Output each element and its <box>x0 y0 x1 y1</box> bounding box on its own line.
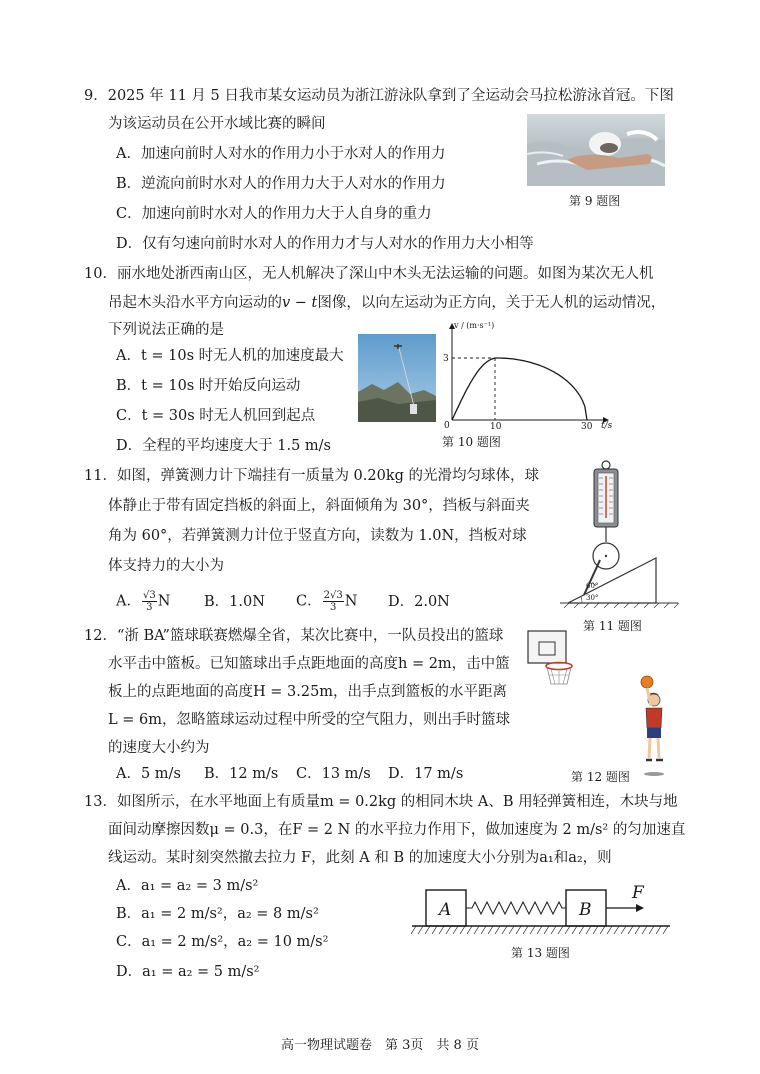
q11-option-a-fraction <box>142 590 157 613</box>
swimmer-photo <box>527 114 665 186</box>
q10-stem-line3: 下列说法正确的是 <box>108 322 224 338</box>
ground-hatch <box>600 926 605 934</box>
q10-option-d: D．全程的平均速度大于 1.5 m/s <box>116 438 331 454</box>
x-tick-10: 10 <box>490 422 502 432</box>
q13-option-b: B．a₁ = 2 m/s²，a₂ = 8 m/s² <box>116 906 319 922</box>
q11-stem-line3: 角为 60°，若弹簧测力计位于竖直方向，读数为 1.0N，挡板对球 <box>108 528 527 544</box>
ground-hatch <box>481 926 486 934</box>
ground-hatch <box>544 926 549 934</box>
q11-figure-caption: 第 11 题图 <box>583 619 642 633</box>
ground-hatch <box>579 926 584 934</box>
q10-option-c: C．t = 30s 时无人机回到起点 <box>116 408 316 424</box>
q11-option-b: B．1.0N <box>204 594 265 610</box>
q9-stem-line1: 9．2025 年 11 月 5 日我市某女运动员为浙江游泳队拿到了全运动会马拉松游泳首冠。下图 <box>84 88 674 104</box>
ground-hatch <box>502 926 507 934</box>
ground-hatch <box>607 926 612 934</box>
block-a-label: A <box>439 900 452 920</box>
ground-hatch <box>572 926 577 934</box>
q10-option-b: B．t = 10s 时开始反向运动 <box>116 378 301 394</box>
drone-photo <box>358 334 436 422</box>
q13-figure-caption: 第 13 题图 <box>511 946 570 960</box>
basketball-illustration <box>525 628 675 778</box>
q13-stem-line3: 线运动。某时刻突然撤去拉力 F，此刻 A 和 B 的加速度大小分别为a₁和a₂，则 <box>108 850 612 866</box>
q11-option-c <box>296 590 357 613</box>
q11-option-a-label: A． <box>116 593 141 610</box>
ground-hatch <box>565 926 570 934</box>
q12-stem-line3: 板上的点距地面的高度H = 3.25m，出手点到篮板的水平距离 <box>108 684 508 700</box>
q12-stem-line2: 水平击中篮板。已知篮球出手点距地面的高度h = 2m，击中篮 <box>108 656 510 672</box>
backboard <box>528 631 566 663</box>
q11-stem-line1: 11．如图，弹簧测力计下端挂有一质量为 0.20kg 的光滑均匀球体，球 <box>84 468 540 484</box>
q12-option-c: C．13 m/s <box>296 766 371 782</box>
origin-label: 0 <box>444 421 450 431</box>
q11-option-a-unit: N <box>157 593 171 610</box>
q12-figure-caption: 第 12 题图 <box>571 770 630 784</box>
q10-stem-line2-a: 吊起木头沿水平方向运动的 <box>108 295 282 311</box>
q13-option-c: C．a₁ = 2 m/s²，a₂ = 10 m/s² <box>116 934 329 950</box>
spring-scale-incline-diagram <box>560 460 680 610</box>
ground-hatch <box>621 926 626 934</box>
ground-hatch <box>425 926 430 934</box>
vt-graph <box>440 318 620 434</box>
ground-hatch <box>474 926 479 934</box>
blocks-spring-diagram <box>408 880 674 942</box>
ground-hatch <box>628 926 633 934</box>
q13-stem-line2: 面间动摩擦因数μ = 0.3，在F = 2 N 的水平拉力作用下，做加速度为 2 m/s² 的匀加速直 <box>108 822 686 838</box>
angle-30: 30° <box>586 594 599 602</box>
vt-curve <box>452 358 587 420</box>
ground-hatch <box>649 926 654 934</box>
q9-stem-line2: 为该运动员在公开水域比赛的瞬间 <box>108 116 326 132</box>
ground-hatch <box>439 926 444 934</box>
ground-hatch <box>432 926 437 934</box>
q12-option-a: A．5 m/s <box>116 766 181 782</box>
ground-hatch <box>551 926 556 934</box>
q11-option-a-numerator: √3 <box>142 590 156 601</box>
q9-option-b: B．逆流向前时水对人的作用力大于人对水的作用力 <box>116 176 446 192</box>
ground-hatch <box>586 926 591 934</box>
x-axis-label: t/s <box>601 421 613 431</box>
ground-hatch <box>642 926 647 934</box>
q10-option-a: A．t = 10s 时无人机的加速度最大 <box>116 348 344 364</box>
q9-option-a: A．加速向前时人对水的作用力小于水对人的作用力 <box>116 146 446 162</box>
q12-stem-line5: 的速度大小约为 <box>108 740 210 756</box>
ground-hatch <box>509 926 514 934</box>
ground-hatch <box>411 926 416 934</box>
ground-hatch <box>635 926 640 934</box>
ground-hatch <box>453 926 458 934</box>
q11-stem-line2: 体静止于带有固定挡板的斜面上，斜面倾角为 30°，挡板与斜面夹 <box>108 498 530 514</box>
ground-hatch <box>495 926 500 934</box>
q12-option-b: B．12 m/s <box>204 766 279 782</box>
ground-hatch <box>516 926 521 934</box>
q10-stem-line1: 10．丽水地处浙西南山区，无人机解决了深山中木头无法运输的问题。如图为某次无人机 <box>84 266 654 282</box>
q11-option-c-label: C． <box>296 593 322 610</box>
q11-option-c-numerator: 2√3 <box>323 590 343 601</box>
q12-stem-line1: 12．“浙 BA”篮球联赛燃爆全省，某次比赛中，一队员投出的篮球 <box>84 628 504 644</box>
q11-option-c-unit: N <box>344 593 358 610</box>
player-jersey <box>646 708 662 728</box>
y-tick-3: 3 <box>443 354 449 364</box>
q11-option-c-denominator: 3 <box>329 602 337 613</box>
q10-figure-caption: 第 10 题图 <box>442 435 501 449</box>
q13-option-a: A．a₁ = a₂ = 3 m/s² <box>116 878 259 894</box>
ground-hatch <box>614 926 619 934</box>
basketball <box>641 676 653 688</box>
q12-option-d: D．17 m/s <box>388 766 464 782</box>
ground-hatch <box>593 926 598 934</box>
spring <box>466 902 566 914</box>
ground-hatch <box>530 926 535 934</box>
q9-option-c: C．加速向前时水对人的作用力大于人自身的重力 <box>116 206 432 222</box>
ground-hatch <box>558 926 563 934</box>
player-shorts <box>647 728 661 738</box>
ground-hatch <box>418 926 423 934</box>
force-label: F <box>632 883 644 903</box>
ground-hatch <box>537 926 542 934</box>
ground-hatch <box>656 926 661 934</box>
q9-figure-caption: 第 9 题图 <box>569 194 621 208</box>
ground-hatch <box>523 926 528 934</box>
x-tick-30: 30 <box>581 422 593 432</box>
q9-option-d: D．仅有匀速向前时水对人的作用力才与人对水的作用力大小相等 <box>116 236 534 252</box>
block-b-label: B <box>579 900 592 920</box>
q10-stem-line2 <box>108 293 665 313</box>
angle-60: 60° <box>586 582 599 590</box>
y-axis-label: v / (m·s⁻¹) <box>454 321 495 330</box>
q11-option-a <box>116 590 170 613</box>
q12-stem-line4: L = 6m，忽略篮球运动过程中所受的空气阻力，则出手时篮球 <box>108 712 510 728</box>
page-footer: 高一物理试题卷 第 3页 共 8 页 <box>281 1038 479 1053</box>
q13-stem-line1: 13．如图所示，在水平地面上有质量m = 0.2kg 的相同木块 A、B 用轻弹簧相连，木块与地 <box>84 794 678 810</box>
q10-stem-line2-c: 图像，以向左运动为正方向，关于无人机的运动情况， <box>317 295 666 311</box>
q10-vt-symbol: v − t <box>282 295 318 311</box>
q11-stem-line4: 体支持力的大小为 <box>108 558 224 574</box>
q11-option-c-fraction <box>323 590 344 613</box>
ground-hatch <box>446 926 451 934</box>
q11-option-d: D．2.0N <box>388 594 450 610</box>
ground-hatch <box>460 926 465 934</box>
ground-hatch <box>663 926 668 934</box>
q11-option-a-denominator: 3 <box>146 602 153 613</box>
q13-option-d: D．a₁ = a₂ = 5 m/s² <box>116 964 260 980</box>
ground-hatch <box>488 926 493 934</box>
ground-hatch <box>467 926 472 934</box>
